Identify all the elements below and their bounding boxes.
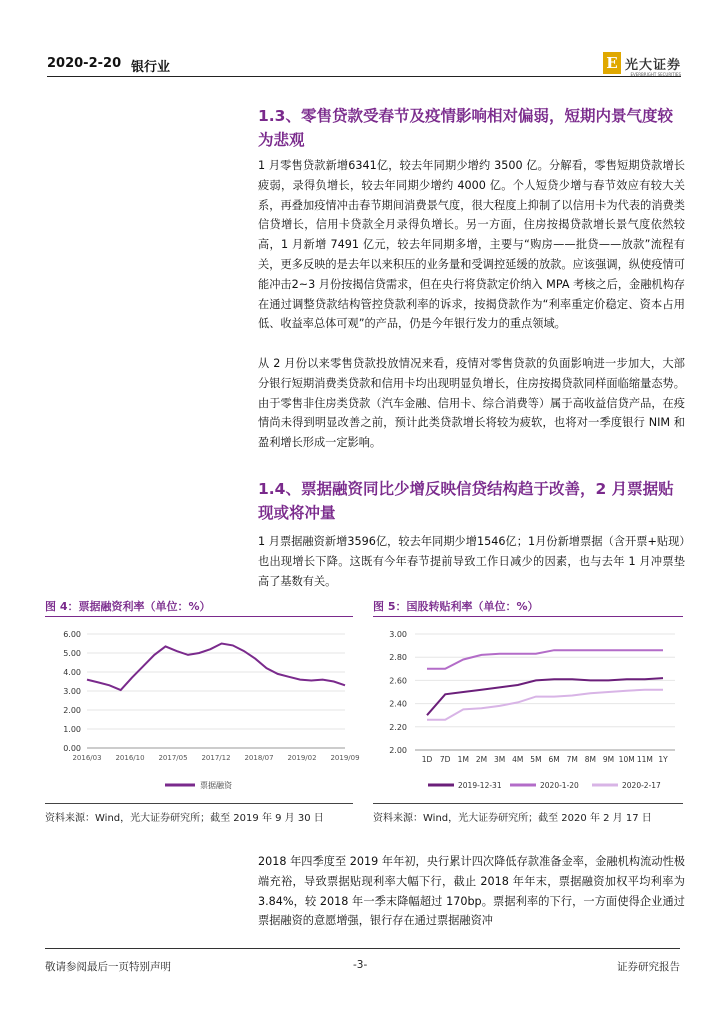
- figure4-chart: [45, 620, 360, 800]
- header-divider: [47, 76, 681, 77]
- y-tick-label: 6.00: [63, 630, 81, 639]
- x-tick-label: 2017/05: [158, 754, 188, 762]
- x-tick-label: 10M: [618, 755, 635, 764]
- figure4-source-rule: [45, 803, 353, 804]
- x-tick-label: 1M: [457, 755, 469, 764]
- series-line: [427, 650, 663, 669]
- x-tick-label: 6M: [548, 755, 560, 764]
- x-tick-label: 1Y: [658, 755, 668, 764]
- footer-disclaimer: 敬请参阅最后一页特别声明: [45, 961, 171, 973]
- x-tick-label: 2019/02: [287, 754, 317, 762]
- figure5-title: 图 5：国股转贴利率（单位：%）: [373, 600, 539, 613]
- legend-label: 2020-1-20: [540, 781, 579, 790]
- x-tick-label: 3M: [493, 755, 506, 764]
- section-title-1-4: 1.4、票据融资同比少增反映信贷结构趋于改善，2 月票据贴现或将冲量: [258, 480, 674, 522]
- figure5-source: 资料来源：Wind，光大证券研究所；截至 2020 年 2 月 17 日: [373, 813, 652, 824]
- x-tick-label: 2M: [475, 755, 488, 764]
- y-tick-label: 2.40: [389, 699, 407, 709]
- figure5-source-rule: [373, 803, 683, 804]
- section-title-1-3: 1.3、零售贷款受春节及疫情影响相对偏弱，短期内景气度较为悲观: [258, 107, 673, 149]
- figure5-chart: [373, 620, 683, 800]
- logo-subtitle: EVERBRIGHT SECURITIES: [630, 72, 681, 77]
- x-tick-label: 11M: [636, 755, 653, 764]
- y-tick-label: 0.00: [63, 744, 81, 753]
- y-tick-label: 2.60: [389, 676, 407, 686]
- paragraph-retail-loans: 1 月零售贷款新增6341亿，较去年同期少增约 3500 亿。分解看，零售短期贷款增长疲弱，录得负增长，较去年同期少增约 4000 亿。个人短贷少增与春节效应有较大关系，再叠加疫情冲击春节期间消费景气度，很大程度上抑制了以信用卡为代表的消费类信贷增长，信用卡贷款全月录得负增长。另一方面，住房按揭贷款增长景气度依然较高，1 月新增 7491 亿元，较去年同期多增，主要与“购房——批贷——放款”流程有关，更多反映的是去年以来积压的业务量和受调控延缓的放款。应该强调，纵使疫情可能冲击2~3 月份按揭信贷需求，但在央行将贷款定价纳入 MPA 考核之后，金融机构存在通过调整贷款结构管控贷款利率的诉求，按揭贷款作为“利率重定价稳定、资本占用低、收益率总体可观”的产品，仍是今年银行发力的重点领域。: [258, 159, 685, 331]
- y-tick-label: 4.00: [63, 668, 81, 677]
- y-tick-label: 3.00: [63, 687, 81, 696]
- industry-label: 银行业: [131, 60, 171, 75]
- x-tick-label: 7M: [566, 755, 578, 764]
- figure4-source: 资料来源：Wind，光大证券研究所；截至 2019 年 9 月 30 日: [45, 813, 324, 824]
- y-tick-label: 2.00: [63, 706, 81, 715]
- report-date: 2020-2-20: [47, 56, 122, 71]
- legend-label: 2019-12-31: [458, 781, 502, 790]
- x-tick-label: 5M: [530, 755, 542, 764]
- footer-report-type: 证券研究报告: [617, 961, 680, 973]
- series-line: [427, 690, 663, 720]
- x-tick-label: 2019/09: [330, 754, 360, 762]
- y-tick-label: 2.00: [389, 746, 407, 755]
- x-tick-label: 2016/10: [115, 754, 145, 762]
- paragraph-bill-financing: 1 月票据融资新增3596亿，较去年同期少增1546亿；1月份新增票据（含开票+贴现）也出现增长下降。这既有今年春节提前导致工作日减少的因素，也与去年 1 月冲票垫高了基数有关。: [258, 535, 685, 588]
- x-tick-label: 9M: [602, 755, 615, 764]
- figure4-title-rule: [45, 616, 353, 617]
- figure5-title-rule: [373, 616, 683, 617]
- y-tick-label: 1.00: [63, 725, 81, 734]
- page-header: [47, 52, 681, 78]
- x-tick-label: 2017/12: [201, 754, 231, 762]
- y-tick-label: 2.80: [389, 653, 407, 663]
- x-tick-label: 8M: [584, 755, 597, 764]
- x-tick-label: 2016/03: [72, 754, 102, 762]
- y-tick-label: 3.00: [389, 630, 407, 639]
- page-number: -3-: [353, 959, 368, 971]
- figure4-title: 图 4：票据融资利率（单位：%）: [45, 600, 211, 613]
- paragraph-bill-rates: 2018 年四季度至 2019 年年初，央行累计四次降低存款准备金率，金融机构流动性极端充裕，导致票据贴现利率大幅下行，截止 2018 年年末，票据融资加权平均利率为 3.84%，较 2018 年一季末降幅超过 170bp。票据利率的下行，一方面使得企业通过票据融资的意愿增强，银行存在通过票据融资冲: [258, 855, 685, 928]
- x-tick-label: 7D: [439, 755, 451, 764]
- company-logo: [603, 52, 681, 74]
- page-footer: [45, 948, 680, 973]
- paragraph-retail-outlook: 从 2 月份以来零售贷款投放情况来看，疫情对零售贷款的负面影响进一步加大，大部分银行短期消费类贷款和信用卡均出现明显负增长，住房按揭贷款同样面临缩量态势。由于零售非住房类贷款（汽车金融、信用卡、综合消费等）属于高收益信贷产品，在疫情尚未得到明显改善之前，预计此类贷款增长将较为疲软，也将对一季度银行 NIM 和盈利增长形成一定影响。: [258, 357, 685, 450]
- series-line: [87, 644, 345, 691]
- logo-mark-icon: E: [603, 52, 621, 74]
- y-tick-label: 2.20: [389, 722, 407, 732]
- y-tick-label: 5.00: [63, 649, 81, 658]
- x-tick-label: 4M: [512, 755, 524, 764]
- x-tick-label: 2018/07: [244, 754, 274, 762]
- legend-label: 2020-2-17: [622, 781, 661, 790]
- logo-text: 光大证券: [624, 57, 681, 73]
- legend-label: 票据融资: [200, 781, 232, 790]
- x-tick-label: 1D: [421, 755, 433, 764]
